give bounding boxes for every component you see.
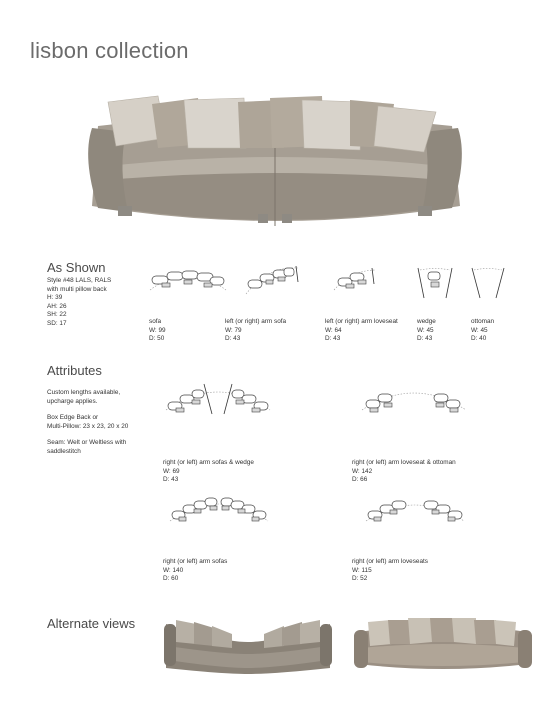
config-name: right (or left) arm loveseats xyxy=(352,558,429,565)
piece-caption-sofa xyxy=(149,318,166,344)
config-depth: D: 52 xyxy=(352,575,368,583)
piece-caption-arm-loveseat xyxy=(325,318,398,344)
config-caption xyxy=(163,459,254,485)
config-width: W: 140 xyxy=(163,566,184,574)
dimension-sh: SH: 22 xyxy=(47,311,67,319)
dimension-ah: AH: 26 xyxy=(47,302,67,310)
as-shown-heading: As Shown xyxy=(47,260,106,275)
piece-name: ottoman xyxy=(471,318,495,325)
config-caption xyxy=(352,459,456,485)
attribute-note xyxy=(47,414,157,431)
style-line: with multi pillow back xyxy=(47,285,107,293)
piece-depth: D: 43 xyxy=(225,335,241,343)
piece-name: wedge xyxy=(417,318,436,325)
note-line: Multi-Pillow: 23 x 23, 20 x 20 xyxy=(47,422,129,430)
piece-depth: D: 40 xyxy=(471,335,487,343)
config-depth: D: 60 xyxy=(163,575,179,583)
note-line: saddlestitch xyxy=(47,447,81,455)
attributes-heading: Attributes xyxy=(47,363,102,378)
as-shown-style xyxy=(47,277,147,329)
piece-name: left (or right) arm sofa xyxy=(225,318,287,325)
piece-width: W: 99 xyxy=(149,326,166,334)
wedge-plan-icon xyxy=(414,266,456,300)
attribute-note xyxy=(47,389,157,406)
piece-depth: D: 43 xyxy=(325,335,341,343)
note-line: Seam: Welt or Weltless with xyxy=(47,439,127,446)
note-line: Box Edge Back or xyxy=(47,414,99,421)
piece-width: W: 79 xyxy=(225,326,242,334)
piece-name: sofa xyxy=(149,318,162,325)
style-line: Style #48 LALS, RALS xyxy=(47,277,112,284)
note-line: upcharge applies. xyxy=(47,397,98,405)
piece-width: W: 45 xyxy=(471,326,488,334)
dimension-h: H: 39 xyxy=(47,294,63,302)
ottoman-plan-icon xyxy=(470,266,506,300)
piece-caption-arm-sofa xyxy=(225,318,286,344)
arm-loveseat-plan-icon xyxy=(332,266,380,296)
dimension-sd: SD: 17 xyxy=(47,319,67,327)
note-line: Custom lengths available, xyxy=(47,389,121,396)
piece-depth: D: 43 xyxy=(417,335,433,343)
piece-width: W: 45 xyxy=(417,326,434,334)
config-arm-sofas-plan-icon xyxy=(166,493,272,527)
hero-sofa-photo xyxy=(88,88,462,236)
alternate-views-heading: Alternate views xyxy=(47,616,136,631)
config-depth: D: 66 xyxy=(352,476,368,484)
config-depth: D: 43 xyxy=(163,476,179,484)
piece-name: left (or right) arm loveseat xyxy=(325,318,398,325)
config-arm-loveseats-plan-icon xyxy=(362,495,468,527)
piece-caption-wedge xyxy=(417,318,436,344)
config-name: right (or left) arm sofas & wedge xyxy=(163,459,254,466)
piece-caption-ottoman xyxy=(471,318,494,344)
sofa-plan-icon xyxy=(148,266,228,296)
config-width: W: 115 xyxy=(352,566,372,574)
alternate-view-photo-1 xyxy=(162,612,334,676)
config-width: W: 69 xyxy=(163,467,180,475)
arm-sofa-plan-icon xyxy=(244,264,302,298)
piece-depth: D: 50 xyxy=(149,335,165,343)
piece-width: W: 64 xyxy=(325,326,342,334)
config-sofas-wedge-plan-icon xyxy=(162,380,274,420)
config-name: right (or left) arm loveseat & ottoman xyxy=(352,459,456,466)
config-caption xyxy=(163,558,227,584)
alternate-view-photo-2 xyxy=(354,612,532,676)
config-width: W: 142 xyxy=(352,467,373,475)
config-name: right (or left) arm sofas xyxy=(163,558,228,565)
config-caption xyxy=(352,558,428,584)
attribute-note xyxy=(47,439,157,456)
page-title: lisbon collection xyxy=(30,38,189,63)
config-loveseat-ottoman-plan-icon xyxy=(358,384,470,418)
